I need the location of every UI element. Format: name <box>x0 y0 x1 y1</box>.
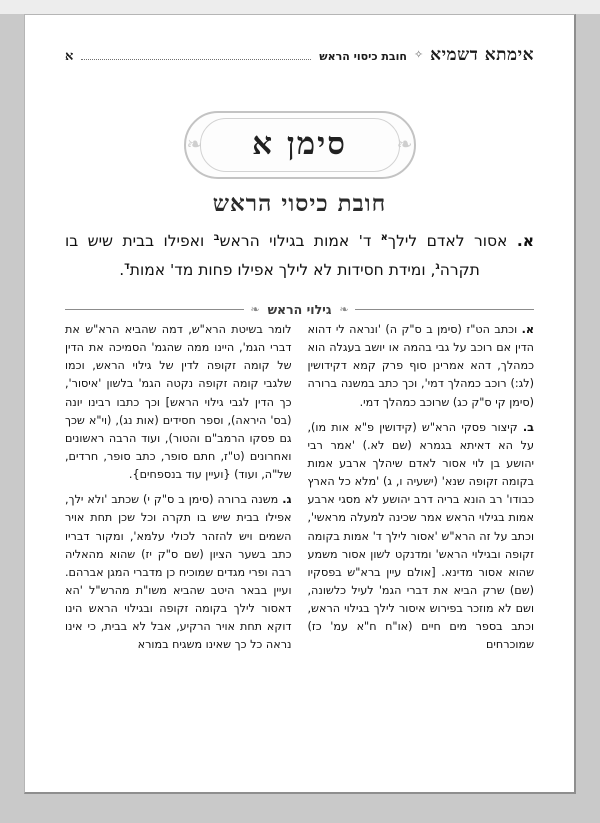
halacha-text-4: , ומידת חסידות לא לילך אפילו פחות מד' אמות <box>129 260 436 279</box>
siman-plaque <box>184 111 416 179</box>
footnote-ref-4[interactable]: ד <box>124 260 130 272</box>
commentary-column-right <box>308 321 535 741</box>
ornament-icon: ✧ <box>413 48 424 61</box>
note-text: וכתב הט"ז (סימן ב ס"ק ה) 'ונראה לי דהוא הדין אם רוכב על גבי בהמה או יושב בעגלה הוא כמהלך, דהא אמרינן סוף פרק קמא דקידושין (לג:) רוכב כמהלך דמי', וכך כתב במשנה ברורה (סימן קי ס"ק כג) שרוכב כמהלך דמי. <box>307 323 534 409</box>
siman-plaque-container <box>25 111 574 183</box>
running-header <box>65 45 534 67</box>
halacha-marker: א. <box>516 232 534 250</box>
note-number: ג. <box>282 493 292 507</box>
main-halacha-paragraph <box>65 227 534 284</box>
commentary-note <box>65 491 292 654</box>
halacha-text-3: ואפילו בבית שיש בו תקרה <box>65 232 480 279</box>
note-text: משנה ברורה (סימן ב ס"ק י) שכתב 'ולא ילך, אפילו בבית שיש בו תקרה וכל שכן תחת אויר השמים ויש להזהר לכולי עלמא', ומקור דבריו כתב בשער הציון (שם ס"ק יז) שהוא מהאליה רבה ופרי מגדים שמוכיח כן מדברי המגן אברהם. ועיין בבאר היטב שהביא משו"ת מהרש"ל 'הא דאסור לילך בקומה זקופה ובגילוי הראש הינו דוקא תחת אויר הרקיע, אבל לא בבית, כי אינו נראה כל כך שאינו משגיח במורא <box>65 493 292 652</box>
note-text: לומר בשיטת הרא"ש, דמה שהביא הרא"ש את דברי הגמ', היינו ממה שהגמ' הסמיכה את הדין של קומה זקופה לדין של גילוי הראש, וכמו שלגבי קומה זקופה נקטה הגמ' בלשון 'איסור', כך הדין לגבי גילוי הראש] וכך כתבו רבינו יונה (בס' היראה), וספר חסידים (אות נג), (וי"א שכך גם פסקו הרמב"ם והטור), ועוד הרבה ראשונים ואחרונים (ט"ז, חתם סופר, כתב סופר, חרדים, של"ה, ועוד) {ועיין עוד בנספחים}. <box>65 323 292 482</box>
book-title: אימתא דשמיא <box>430 45 534 65</box>
flourish-left-icon: ❧ <box>186 133 203 156</box>
commentary-column-left <box>65 321 292 741</box>
siman-label: סימן א <box>252 125 347 162</box>
halacha-text-1: אסור לאדם לילך <box>387 232 517 250</box>
footnote-ref-1[interactable]: א <box>380 231 388 243</box>
page-number: א <box>65 49 74 64</box>
note-text: קיצור פסקי הרא"ש (קידושין פ"א אות מו), על הא דאיתא בגמרא (שם לא.) 'אמר רבי יהושע בן לוי אסור לאדם שיהלך ארבע אמות בקומה זקופה שנא' (ישעיה ו, ג) 'מלא כל הארץ כבודו' רב הונא בריה דרב יהושע לא מסגי ארבע אמות בגילוי הראש אמר שכינה למעלה מראשי', וכתב על זה הרא"ש 'אסור לילך ד' אמות בקומה זקופה ובגילוי הראש' ומדנקט לשון אסור משמע שהוא אסור מדינא. [אולם עיין ברא"ש בפסקיו (שם) שרק הביא את דברי הגמ' לעיל כלשונה, ושם לא מוזכר בפירוש איסור לילך בגילוי הראש, וכתב בספר מים חיים (או"ח ח"א עמ' כז) שמוכרחים <box>307 420 534 652</box>
page-content <box>25 15 574 792</box>
halacha-text-2: ד' אמות בגילוי הראש <box>219 232 381 250</box>
divider-rule-left <box>65 309 244 310</box>
footnote-ref-2[interactable]: ב <box>213 231 220 243</box>
divider-flourish-right-icon: ❧ <box>339 302 349 316</box>
divider-title: גילוי הראש <box>267 301 332 317</box>
viewer-top-strip <box>0 0 600 14</box>
footnote-ref-3[interactable]: ג <box>435 260 440 272</box>
header-chapter-name: חובת כיסוי הראש <box>319 50 407 63</box>
flourish-right-icon: ❧ <box>396 133 413 156</box>
divider-flourish-left-icon: ❧ <box>250 302 260 316</box>
commentary-note <box>308 419 535 655</box>
header-dot-leader <box>81 49 311 60</box>
note-number: ב. <box>522 420 534 434</box>
divider-rule-right <box>355 309 534 310</box>
commentary-note <box>65 321 292 484</box>
section-divider <box>65 299 534 319</box>
halacha-text-5: . <box>119 260 125 279</box>
commentary-columns <box>65 321 534 741</box>
commentary-note <box>308 321 535 412</box>
note-number: א. <box>521 323 534 336</box>
page-sheet <box>24 14 576 794</box>
chapter-title: חובת כיסוי הראש <box>212 190 387 217</box>
